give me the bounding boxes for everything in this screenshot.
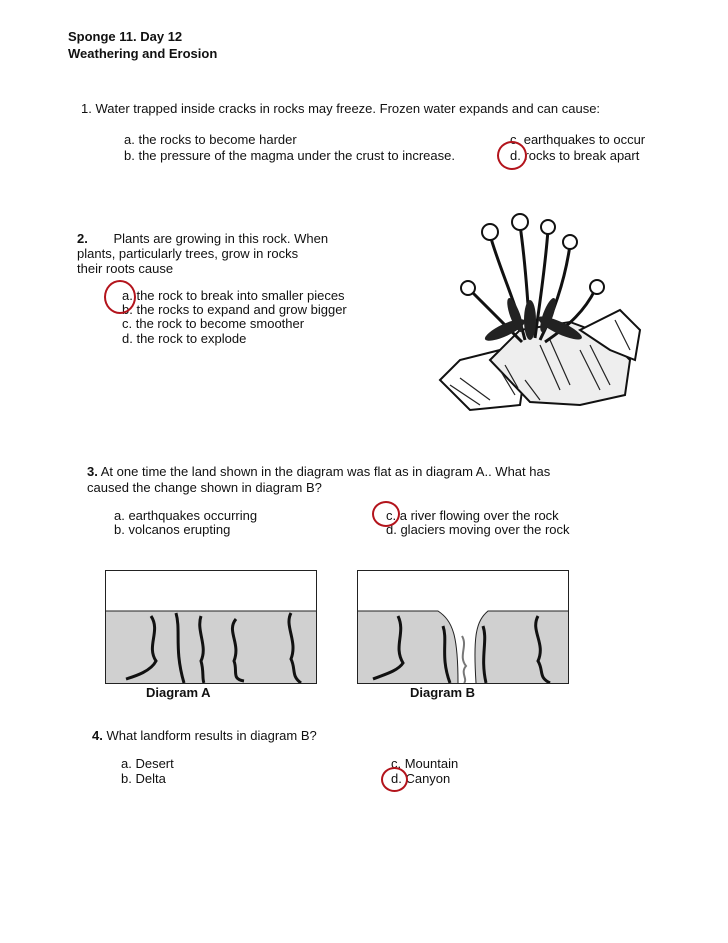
diagram-a [105, 570, 317, 684]
q4-option-a[interactable]: a. Desert [121, 756, 174, 771]
q2-text-line3: their roots cause [77, 261, 174, 276]
q4-option-d[interactable]: d. Canyon [391, 771, 451, 786]
q2-number: 2. [77, 231, 88, 246]
diagram-b-drawing [358, 571, 568, 683]
q3-number: 3. [87, 464, 98, 479]
plant-in-rock-icon [430, 210, 650, 420]
q1-option-d[interactable]: d. rocks to break apart [510, 148, 640, 163]
worksheet-title: Sponge 11. Day 12 [68, 29, 183, 44]
q2-text-line2: plants, particularly trees, grow in rocks [77, 246, 299, 261]
q3-question-line1 [87, 464, 550, 479]
diagram-b [357, 570, 569, 684]
q3-text-line1: At one time the land shown in the diagram was flat as in diagram A.. What has [100, 464, 551, 479]
q4-question-line [92, 728, 317, 743]
q3-text-line2: caused the change shown in diagram B? [87, 480, 322, 495]
q2-question-line1 [77, 231, 328, 246]
diagram-b-label: Diagram B [410, 685, 476, 700]
worksheet-subtitle: Weathering and Erosion [68, 46, 218, 61]
q2-option-c[interactable]: c. the rock to become smoother [122, 316, 305, 331]
q1-option-c[interactable]: c. earthquakes to occur [510, 132, 646, 147]
q3-option-c[interactable]: c. a river flowing over the rock [386, 508, 559, 523]
q2-answer-circle [104, 280, 136, 314]
q1-question: 1. Water trapped inside cracks in rocks may freeze. Frozen water expands and can cause: [81, 101, 601, 116]
q4-option-c[interactable]: c. Mountain [391, 756, 459, 771]
q3-option-d[interactable]: d. glaciers moving over the rock [386, 522, 570, 537]
q4-option-b[interactable]: b. Delta [121, 771, 166, 786]
q2-option-d[interactable]: d. the rock to explode [122, 331, 247, 346]
q2-option-b[interactable]: b. the rocks to expand and grow bigger [122, 302, 347, 317]
q3-option-a[interactable]: a. earthquakes occurring [114, 508, 258, 523]
q3-answer-circle [372, 501, 400, 527]
q2-text-line1: Plants are growing in this rock. When [113, 231, 329, 246]
q1-option-b[interactable]: b. the pressure of the magma under the crust to increase. [124, 148, 455, 163]
diagram-a-drawing [106, 571, 316, 683]
q2-option-a[interactable]: a. the rock to break into smaller pieces [122, 288, 345, 303]
q4-answer-circle [381, 767, 408, 792]
q4-number: 4. [92, 728, 103, 743]
q1-option-a[interactable]: a. the rocks to become harder [124, 132, 297, 147]
q1-answer-circle [497, 141, 527, 170]
q3-option-b[interactable]: b. volcanos erupting [114, 522, 231, 537]
diagram-a-label: Diagram A [146, 685, 211, 700]
q4-text: What landform results in diagram B? [106, 728, 317, 743]
